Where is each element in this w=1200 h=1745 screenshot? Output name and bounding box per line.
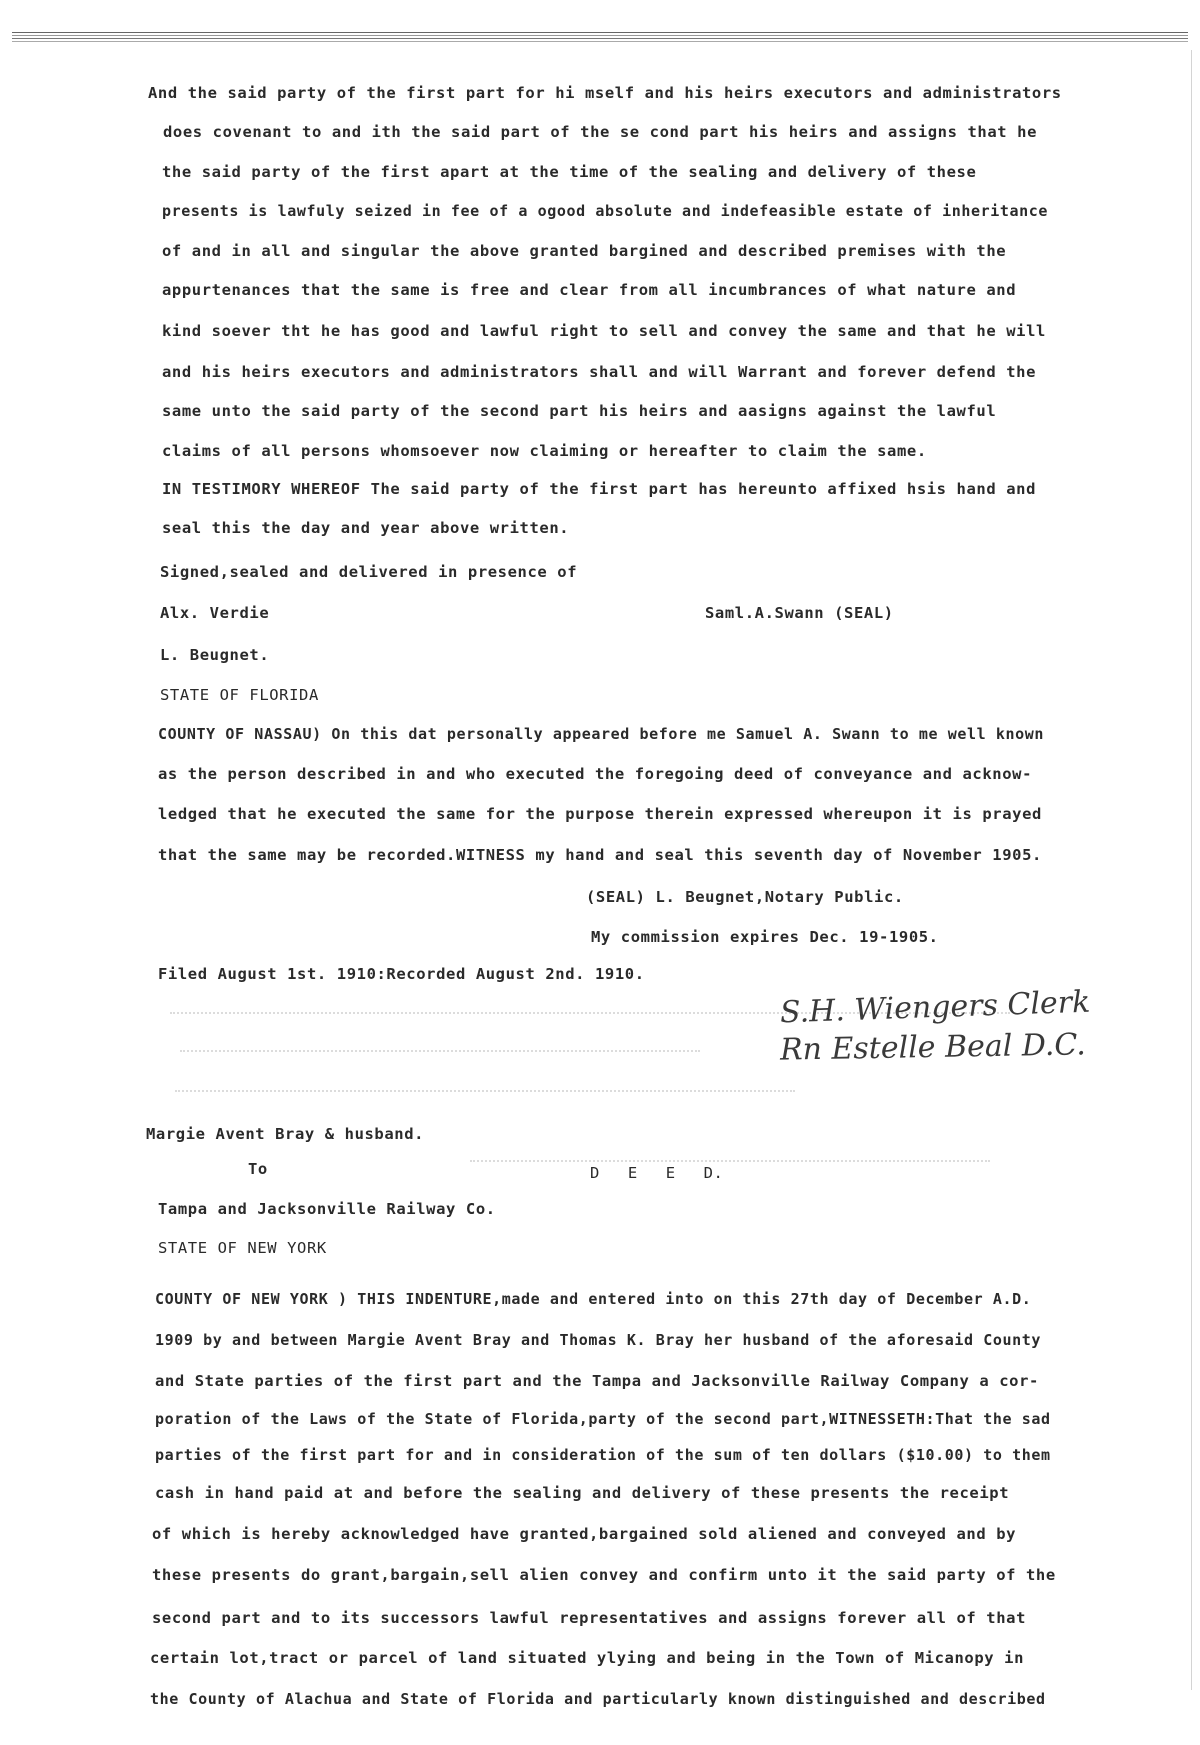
testimony-line: IN TESTIMORY WHEREOF The said party of the first part has hereunto affixed hsis hand and [162,480,1036,498]
commission-line: My commission expires Dec. 19-1905. [591,928,939,946]
indenture-line-10: certain lot,tract or parcel of land situated ylying and being in the Town of Micanopy in [150,1649,1024,1667]
top-ruled-border [12,32,1188,44]
ack-line-4: that the same may be recorded.WITNESS my hand and seal this seventh day of November 1905. [158,846,1042,864]
state-florida-heading: STATE OF FLORIDA [160,686,319,704]
deed-line-5: of and in all and singular the above granted bargined and described premises with the [162,242,1007,260]
signed-sealed-line: Signed,sealed and delivered in presence of [160,563,578,581]
grantee-heading: Tampa and Jacksonville Railway Co. [158,1200,496,1218]
indenture-line-3: and State parties of the first part and the Tampa and Jacksonville Railway Company a cor- [155,1372,1039,1390]
clerk-signature: S.H. Wiengers Clerk [779,984,1091,1031]
filed-recorded-line: Filed August 1st. 1910:Recorded August 2nd. 1910. [158,965,645,983]
faint-mark [175,1090,795,1094]
grantor-heading: Margie Avent Bray & husband. [146,1125,425,1143]
indenture-line-11: the County of Alachua and State of Florida and particularly known distinguished and described [150,1690,1046,1708]
ack-line-2: as the person described in and who executed the foregoing deed of conveyance and acknow- [158,765,1032,783]
indenture-line-4: poration of the Laws of the State of Florida,party of the second part,WITNESSETH:That the sad [155,1410,1051,1428]
to-label: To [248,1160,268,1178]
indenture-line-7: of which is hereby acknowledged have granted,bargained sold aliened and conveyed and by [152,1525,1017,1543]
seal-line: seal this the day and year above written. [162,519,570,537]
deed-line-2: does covenant to and ith the said part of the se cond part his heirs and assigns that he [163,123,1037,141]
deed-line-1: And the said party of the first part for hi mself and his heirs executors and administrators [148,84,1062,102]
deed-line-10: claims of all persons whomsoever now claiming or hereafter to claim the same. [162,442,927,460]
deed-title: D E E D. [590,1164,724,1182]
ack-line-3: ledged that he executed the same for the purpose therein expressed whereupon it is prayed [158,805,1042,823]
deed-line-6: appurtenances that the same is free and clear from all incumbrances of what nature and [162,281,1017,299]
deed-line-4: presents is lawfuly seized in fee of a ogood absolute and indefeasible estate of inheritance [162,202,1049,220]
grantor-signature-seal: Saml.A.Swann (SEAL) [705,604,894,622]
witness-verdie: Alx. Verdie [160,604,270,622]
deed-line-3: the said party of the first apart at the time of the sealing and delivery of these [162,163,977,181]
ack-line-1: COUNTY OF NASSAU) On this dat personally appeared before me Samuel A. Swann to me well known [158,725,1045,743]
deed-line-8: and his heirs executors and administrators shall and will Warrant and forever defend the [162,363,1036,381]
indenture-line-5: parties of the first part for and in consideration of the sum of ten dollars ($10.00) to them [155,1446,1051,1464]
indenture-line-8: these presents do grant,bargain,sell alien convey and confirm unto it the said party of the [152,1566,1056,1584]
indenture-line-2: 1909 by and between Margie Avent Bray and Thomas K. Bray her husband of the aforesaid County [155,1331,1042,1349]
deputy-clerk-signature: Rn Estelle Beal D.C. [779,1027,1087,1068]
state-new-york-heading: STATE OF NEW YORK [158,1239,327,1257]
deed-line-9: same unto the said party of the second part his heirs and aasigns against the lawful [162,402,997,420]
notary-seal-line: (SEAL) L. Beugnet,Notary Public. [586,888,904,906]
deed-line-7: kind soever tht he has good and lawful right to sell and convey the same and that he will [162,322,1046,340]
indenture-line-9: second part and to its successors lawful representatives and assigns forever all of that [152,1609,1026,1627]
faint-mark [470,1160,990,1164]
indenture-line-1: COUNTY OF NEW YORK ) THIS INDENTURE,made and entered into on this 27th day of December A.D. [155,1290,1032,1308]
witness-beugnet: L. Beugnet. [160,646,270,664]
faint-mark [180,1050,700,1054]
indenture-line-6: cash in hand paid at and before the sealing and delivery of these presents the receipt [155,1484,1010,1502]
page-edge [1191,50,1192,1690]
